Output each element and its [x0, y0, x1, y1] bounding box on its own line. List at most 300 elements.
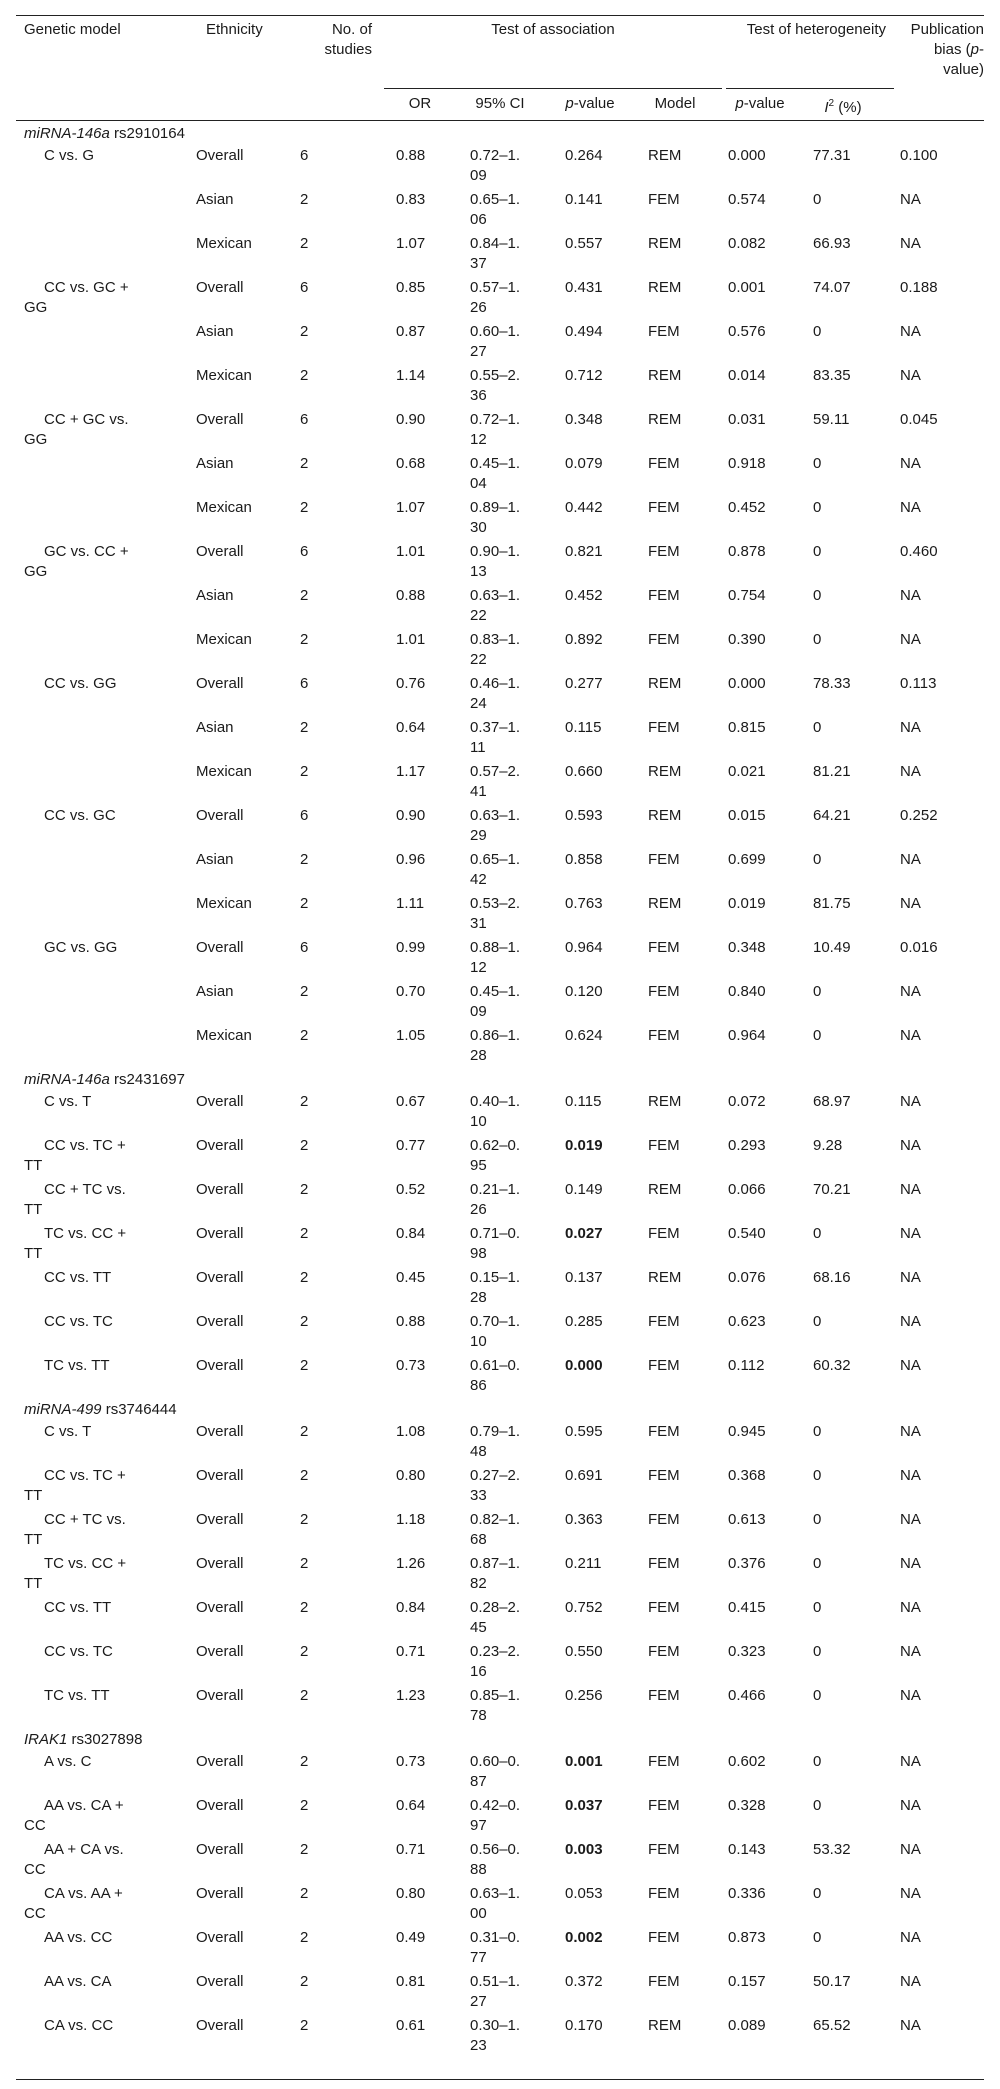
cell-95ci: 0.86–1.28 — [470, 1027, 521, 1064]
cell-model: REM — [648, 675, 682, 692]
cell-p-value: 0.115 — [565, 1093, 602, 1110]
cell-genetic-model: AA vs. CC — [44, 1929, 113, 1946]
cell-publication-bias: NA — [900, 455, 921, 472]
cell-p-value: 0.660 — [565, 763, 603, 780]
cell-no-studies: 6 — [300, 411, 309, 428]
cell-i2: 81.21 — [813, 763, 851, 780]
cell-p-value: 0.115 — [565, 719, 602, 736]
cell-i2: 68.97 — [813, 1093, 851, 1110]
cell-publication-bias: NA — [900, 1313, 921, 1330]
cell-ethnicity: Overall — [196, 1555, 244, 1572]
association-subheader-rule — [384, 88, 722, 89]
cell-or: 1.23 — [396, 1687, 426, 1704]
cell-95ci: 0.88–1.12 — [470, 939, 521, 976]
cell-ethnicity: Overall — [196, 939, 244, 956]
cell-ethnicity: Overall — [196, 1753, 244, 1770]
cell-publication-bias: NA — [900, 1973, 921, 1990]
cell-i2: 0 — [813, 983, 822, 1000]
cell-model: FEM — [648, 1841, 680, 1858]
cell-p-value: 0.170 — [565, 2017, 603, 2034]
cell-het-p-value: 0.112 — [728, 1357, 765, 1374]
cell-or: 1.01 — [396, 543, 426, 560]
cell-genetic-model: CA vs. CC — [44, 2017, 114, 2034]
header-genetic-model: Genetic model — [24, 21, 121, 38]
cell-ethnicity: Asian — [196, 587, 234, 604]
cell-95ci: 0.60–1.27 — [470, 323, 521, 360]
cell-publication-bias: NA — [900, 719, 921, 736]
cell-95ci: 0.62–0.95 — [470, 1137, 521, 1174]
cell-genetic-model: AA vs. CA + CC — [24, 1797, 124, 1834]
cell-no-studies: 2 — [300, 895, 309, 912]
cell-het-p-value: 0.873 — [728, 1929, 766, 1946]
cell-ethnicity: Overall — [196, 1269, 244, 1286]
cell-p-value: 0.557 — [565, 235, 603, 252]
cell-i2: 77.31 — [813, 147, 851, 164]
snp-id: rs3746444 — [101, 1401, 177, 1418]
cell-publication-bias: NA — [900, 1027, 921, 1044]
cell-i2: 50.17 — [813, 1973, 851, 1990]
cell-model: FEM — [648, 983, 680, 1000]
cell-publication-bias: NA — [900, 895, 921, 912]
cell-p-value: 0.256 — [565, 1687, 603, 1704]
cell-p-value: 0.037 — [565, 1797, 603, 1814]
cell-i2: 0 — [813, 1599, 822, 1616]
cell-p-value: 0.027 — [565, 1225, 603, 1242]
heterogeneity-subheader-rule — [726, 88, 894, 89]
cell-no-studies: 2 — [300, 1973, 309, 1990]
cell-genetic-model: TC vs. TT — [44, 1357, 110, 1374]
cell-publication-bias: NA — [900, 1269, 921, 1286]
cell-p-value: 0.001 — [565, 1753, 603, 1770]
cell-no-studies: 6 — [300, 147, 309, 164]
cell-or: 0.70 — [396, 983, 426, 1000]
cell-i2: 78.33 — [813, 675, 851, 692]
cell-het-p-value: 0.076 — [728, 1269, 766, 1286]
cell-no-studies: 2 — [300, 499, 309, 516]
cell-het-p-value: 0.089 — [728, 2017, 766, 2034]
cell-model: REM — [648, 1093, 682, 1110]
cell-ethnicity: Overall — [196, 1599, 244, 1616]
cell-p-value: 0.892 — [565, 631, 603, 648]
cell-95ci: 0.79–1.48 — [470, 1423, 521, 1460]
cell-or: 1.08 — [396, 1423, 426, 1440]
cell-publication-bias: NA — [900, 1357, 921, 1374]
cell-95ci: 0.71–0.98 — [470, 1225, 521, 1262]
cell-no-studies: 6 — [300, 543, 309, 560]
cell-i2: 0 — [813, 1797, 822, 1814]
cell-publication-bias: NA — [900, 851, 921, 868]
cell-95ci: 0.57–2.41 — [470, 763, 521, 800]
cell-het-p-value: 0.699 — [728, 851, 766, 868]
cell-genetic-model: A vs. C — [44, 1753, 92, 1770]
cell-ethnicity: Overall — [196, 1885, 244, 1902]
cell-p-value: 0.363 — [565, 1511, 603, 1528]
cell-genetic-model: CA vs. AA + CC — [24, 1885, 123, 1922]
cell-95ci: 0.65–1.42 — [470, 851, 521, 888]
header-het-p-value: p-value — [735, 95, 785, 112]
cell-no-studies: 2 — [300, 1929, 309, 1946]
cell-i2: 0 — [813, 1313, 822, 1330]
cell-het-p-value: 0.840 — [728, 983, 766, 1000]
cell-ethnicity: Asian — [196, 191, 234, 208]
cell-95ci: 0.51–1.27 — [470, 1973, 521, 2010]
cell-publication-bias: NA — [900, 1797, 921, 1814]
cell-95ci: 0.45–1.09 — [470, 983, 521, 1020]
cell-95ci: 0.37–1.11 — [470, 719, 521, 756]
cell-publication-bias: 0.113 — [900, 675, 937, 692]
cell-i2: 83.35 — [813, 367, 851, 384]
cell-i2: 0 — [813, 1643, 822, 1660]
cell-i2: 59.11 — [813, 411, 850, 428]
cell-ethnicity: Overall — [196, 147, 244, 164]
cell-ethnicity: Overall — [196, 1511, 244, 1528]
cell-genetic-model: CC + GC vs. GG — [24, 411, 129, 448]
cell-genetic-model: CC vs. GC + GG — [24, 279, 129, 316]
group-title — [24, 1400, 177, 1420]
cell-95ci: 0.83–1.22 — [470, 631, 521, 668]
cell-95ci: 0.61–0.86 — [470, 1357, 521, 1394]
cell-i2: 0 — [813, 851, 822, 868]
cell-i2: 0 — [813, 499, 822, 516]
cell-no-studies: 6 — [300, 807, 309, 824]
cell-95ci: 0.63–1.00 — [470, 1885, 521, 1922]
cell-het-p-value: 0.021 — [728, 763, 766, 780]
cell-genetic-model: C vs. G — [44, 147, 95, 164]
cell-95ci: 0.89–1.30 — [470, 499, 521, 536]
cell-ethnicity: Overall — [196, 1973, 244, 1990]
cell-publication-bias: NA — [900, 1225, 921, 1242]
cell-p-value: 0.137 — [565, 1269, 603, 1286]
cell-i2: 0 — [813, 1753, 822, 1770]
cell-model: FEM — [648, 1599, 680, 1616]
cell-or: 1.01 — [396, 631, 426, 648]
cell-i2: 9.28 — [813, 1137, 843, 1154]
cell-i2: 0 — [813, 1225, 822, 1242]
cell-95ci: 0.27–2.33 — [470, 1467, 521, 1504]
cell-no-studies: 2 — [300, 1643, 309, 1660]
cell-p-value: 0.624 — [565, 1027, 603, 1044]
cell-p-value: 0.003 — [565, 1841, 603, 1858]
cell-ethnicity: Asian — [196, 455, 234, 472]
cell-p-value: 0.141 — [565, 191, 603, 208]
cell-no-studies: 2 — [300, 1555, 309, 1572]
cell-no-studies: 6 — [300, 279, 309, 296]
cell-model: FEM — [648, 1973, 680, 1990]
cell-p-value: 0.550 — [565, 1643, 603, 1660]
cell-het-p-value: 0.452 — [728, 499, 766, 516]
cell-publication-bias: 0.252 — [900, 807, 938, 824]
cell-i2: 70.21 — [813, 1181, 851, 1198]
cell-i2: 0 — [813, 191, 822, 208]
cell-i2: 0 — [813, 1467, 822, 1484]
cell-genetic-model: CC vs. TT — [44, 1599, 112, 1616]
gene-name: miRNA-499 — [24, 1401, 102, 1418]
cell-or: 0.87 — [396, 323, 426, 340]
cell-p-value: 0.000 — [565, 1357, 603, 1374]
cell-het-p-value: 0.964 — [728, 1027, 766, 1044]
cell-no-studies: 6 — [300, 675, 309, 692]
cell-publication-bias: 0.016 — [900, 939, 938, 956]
cell-model: FEM — [648, 631, 680, 648]
cell-95ci: 0.53–2.31 — [470, 895, 521, 932]
cell-95ci: 0.57–1.26 — [470, 279, 521, 316]
cell-95ci: 0.15–1.28 — [470, 1269, 521, 1306]
cell-genetic-model: CC vs. TC + TT — [24, 1137, 126, 1174]
cell-genetic-model: AA + CA vs. CC — [24, 1841, 124, 1878]
cell-model: REM — [648, 1269, 682, 1286]
cell-ethnicity: Overall — [196, 1643, 244, 1660]
cell-model: REM — [648, 279, 682, 296]
cell-i2: 0 — [813, 1511, 822, 1528]
snp-id: rs2431697 — [109, 1071, 185, 1088]
cell-genetic-model: CC vs. TT — [44, 1269, 112, 1286]
cell-model: FEM — [648, 543, 680, 560]
cell-model: FEM — [648, 1929, 680, 1946]
cell-genetic-model: C vs. T — [44, 1423, 92, 1440]
cell-95ci: 0.55–2.36 — [470, 367, 521, 404]
cell-ethnicity: Mexican — [196, 631, 252, 648]
cell-p-value: 0.211 — [565, 1555, 602, 1572]
cell-i2: 0 — [813, 631, 822, 648]
group-title — [24, 124, 185, 144]
cell-no-studies: 2 — [300, 1269, 309, 1286]
cell-or: 0.99 — [396, 939, 426, 956]
cell-model: FEM — [648, 455, 680, 472]
cell-het-p-value: 0.001 — [728, 279, 766, 296]
cell-no-studies: 2 — [300, 455, 309, 472]
cell-model: FEM — [648, 1687, 680, 1704]
cell-het-p-value: 0.754 — [728, 587, 766, 604]
cell-no-studies: 2 — [300, 1423, 309, 1440]
cell-or: 0.49 — [396, 1929, 426, 1946]
cell-no-studies: 2 — [300, 1599, 309, 1616]
cell-het-p-value: 0.623 — [728, 1313, 766, 1330]
cell-publication-bias: NA — [900, 367, 921, 384]
cell-model: FEM — [648, 587, 680, 604]
cell-95ci: 0.65–1.06 — [470, 191, 521, 228]
cell-i2: 0 — [813, 1027, 822, 1044]
cell-or: 0.84 — [396, 1225, 426, 1242]
cell-i2: 66.93 — [813, 235, 851, 252]
cell-het-p-value: 0.815 — [728, 719, 766, 736]
cell-or: 1.26 — [396, 1555, 426, 1572]
cell-publication-bias: NA — [900, 1555, 921, 1572]
cell-p-value: 0.002 — [565, 1929, 603, 1946]
cell-publication-bias: 0.460 — [900, 543, 938, 560]
cell-95ci: 0.28–2.45 — [470, 1599, 521, 1636]
cell-model: FEM — [648, 1885, 680, 1902]
cell-95ci: 0.45–1.04 — [470, 455, 521, 492]
cell-no-studies: 2 — [300, 1357, 309, 1374]
cell-publication-bias: NA — [900, 1687, 921, 1704]
cell-95ci: 0.82–1.68 — [470, 1511, 521, 1548]
cell-or: 0.83 — [396, 191, 426, 208]
cell-p-value: 0.372 — [565, 1973, 603, 1990]
cell-model: REM — [648, 807, 682, 824]
cell-het-p-value: 0.000 — [728, 147, 766, 164]
cell-ethnicity: Overall — [196, 1313, 244, 1330]
cell-het-p-value: 0.157 — [728, 1973, 766, 1990]
cell-i2: 65.52 — [813, 2017, 851, 2034]
cell-genetic-model: CC + TC vs. TT — [24, 1181, 126, 1218]
cell-i2: 0 — [813, 587, 822, 604]
cell-het-p-value: 0.348 — [728, 939, 766, 956]
cell-ethnicity: Asian — [196, 323, 234, 340]
cell-95ci: 0.42–0.97 — [470, 1797, 521, 1834]
cell-p-value: 0.149 — [565, 1181, 603, 1198]
cell-ethnicity: Mexican — [196, 367, 252, 384]
cell-95ci: 0.63–1.22 — [470, 587, 521, 624]
header-p-value: p-value — [565, 95, 615, 112]
cell-het-p-value: 0.878 — [728, 543, 766, 560]
cell-ethnicity: Overall — [196, 1093, 244, 1110]
cell-no-studies: 2 — [300, 2017, 309, 2034]
cell-het-p-value: 0.576 — [728, 323, 766, 340]
cell-95ci: 0.90–1.13 — [470, 543, 521, 580]
cell-publication-bias: NA — [900, 1181, 921, 1198]
cell-95ci: 0.70–1.10 — [470, 1313, 521, 1350]
cell-ethnicity: Overall — [196, 675, 244, 692]
header-95ci: 95% CI — [475, 95, 525, 112]
cell-het-p-value: 0.293 — [728, 1137, 766, 1154]
cell-no-studies: 2 — [300, 1467, 309, 1484]
cell-genetic-model: TC vs. CC + TT — [24, 1225, 127, 1262]
cell-p-value: 0.494 — [565, 323, 603, 340]
cell-no-studies: 2 — [300, 1797, 309, 1814]
cell-no-studies: 2 — [300, 587, 309, 604]
cell-no-studies: 2 — [300, 983, 309, 1000]
cell-no-studies: 2 — [300, 719, 309, 736]
cell-no-studies: 2 — [300, 323, 309, 340]
cell-no-studies: 2 — [300, 1181, 309, 1198]
cell-publication-bias: NA — [900, 1841, 921, 1858]
cell-model: FEM — [648, 1467, 680, 1484]
cell-no-studies: 2 — [300, 1225, 309, 1242]
cell-i2: 74.07 — [813, 279, 851, 296]
cell-publication-bias: NA — [900, 191, 921, 208]
cell-publication-bias: NA — [900, 323, 921, 340]
cell-no-studies: 2 — [300, 1137, 309, 1154]
cell-het-p-value: 0.082 — [728, 235, 766, 252]
cell-p-value: 0.691 — [565, 1467, 603, 1484]
cell-model: REM — [648, 2017, 682, 2034]
cell-or: 0.71 — [396, 1643, 426, 1660]
cell-het-p-value: 0.014 — [728, 367, 766, 384]
cell-i2: 0 — [813, 455, 822, 472]
cell-model: REM — [648, 367, 682, 384]
cell-or: 0.64 — [396, 1797, 426, 1814]
cell-publication-bias: NA — [900, 983, 921, 1000]
cell-i2: 0 — [813, 1423, 822, 1440]
cell-p-value: 0.752 — [565, 1599, 603, 1616]
cell-or: 0.96 — [396, 851, 426, 868]
cell-p-value: 0.763 — [565, 895, 603, 912]
cell-i2: 0 — [813, 1687, 822, 1704]
cell-publication-bias: NA — [900, 763, 921, 780]
cell-publication-bias: NA — [900, 587, 921, 604]
cell-het-p-value: 0.390 — [728, 631, 766, 648]
cell-model: FEM — [648, 939, 680, 956]
cell-publication-bias: NA — [900, 1137, 921, 1154]
cell-genetic-model: GC vs. GG — [44, 939, 118, 956]
cell-p-value: 0.964 — [565, 939, 603, 956]
cell-genetic-model: CC vs. GC — [44, 807, 116, 824]
cell-het-p-value: 0.000 — [728, 675, 766, 692]
header-test-association: Test of association — [491, 21, 615, 38]
cell-or: 0.80 — [396, 1885, 426, 1902]
header-i2: $I^2$ (%) — [824, 98, 862, 116]
cell-het-p-value: 0.323 — [728, 1643, 766, 1660]
cell-or: 0.88 — [396, 1313, 426, 1330]
cell-or: 1.14 — [396, 367, 426, 384]
cell-het-p-value: 0.072 — [728, 1093, 766, 1110]
cell-p-value: 0.053 — [565, 1885, 603, 1902]
cell-het-p-value: 0.945 — [728, 1423, 766, 1440]
cell-no-studies: 2 — [300, 367, 309, 384]
cell-het-p-value: 0.328 — [728, 1797, 766, 1814]
cell-model: FEM — [648, 1313, 680, 1330]
cell-model: FEM — [648, 1511, 680, 1528]
cell-het-p-value: 0.066 — [728, 1181, 766, 1198]
cell-het-p-value: 0.466 — [728, 1687, 766, 1704]
cell-publication-bias: NA — [900, 631, 921, 648]
cell-no-studies: 2 — [300, 1093, 309, 1110]
cell-no-studies: 2 — [300, 1885, 309, 1902]
cell-ethnicity: Asian — [196, 719, 234, 736]
cell-ethnicity: Mexican — [196, 1027, 252, 1044]
cell-ethnicity: Overall — [196, 1467, 244, 1484]
cell-95ci: 0.72–1.12 — [470, 411, 521, 448]
cell-p-value: 0.858 — [565, 851, 603, 868]
cell-i2: 0 — [813, 1929, 822, 1946]
cell-ethnicity: Overall — [196, 1841, 244, 1858]
gene-name: miRNA-146a — [24, 1071, 110, 1088]
cell-i2: 53.32 — [813, 1841, 851, 1858]
cell-genetic-model: CC vs. TC + TT — [24, 1467, 126, 1504]
cell-or: 0.61 — [396, 2017, 426, 2034]
cell-no-studies: 2 — [300, 1687, 309, 1704]
cell-publication-bias: NA — [900, 235, 921, 252]
cell-p-value: 0.431 — [565, 279, 603, 296]
cell-p-value: 0.120 — [565, 983, 603, 1000]
cell-ethnicity: Asian — [196, 983, 234, 1000]
cell-or: 1.18 — [396, 1511, 426, 1528]
cell-i2: 81.75 — [813, 895, 851, 912]
cell-model: REM — [648, 763, 682, 780]
cell-model: FEM — [648, 851, 680, 868]
cell-or: 0.68 — [396, 455, 426, 472]
cell-model: FEM — [648, 499, 680, 516]
cell-genetic-model: CC vs. TC — [44, 1313, 113, 1330]
cell-model: FEM — [648, 1225, 680, 1242]
cell-i2: 10.49 — [813, 939, 851, 956]
cell-95ci: 0.40–1.10 — [470, 1093, 521, 1130]
cell-p-value: 0.442 — [565, 499, 603, 516]
cell-model: FEM — [648, 1753, 680, 1770]
cell-model: REM — [648, 235, 682, 252]
cell-het-p-value: 0.918 — [728, 455, 766, 472]
cell-ethnicity: Mexican — [196, 235, 252, 252]
cell-no-studies: 2 — [300, 1511, 309, 1528]
cell-ethnicity: Overall — [196, 411, 244, 428]
cell-publication-bias: NA — [900, 1643, 921, 1660]
header-no-studies: No. of studies — [324, 21, 372, 58]
cell-ethnicity: Mexican — [196, 499, 252, 516]
cell-het-p-value: 0.540 — [728, 1225, 766, 1242]
cell-ethnicity: Mexican — [196, 763, 252, 780]
cell-model: FEM — [648, 1643, 680, 1660]
cell-publication-bias: NA — [900, 499, 921, 516]
